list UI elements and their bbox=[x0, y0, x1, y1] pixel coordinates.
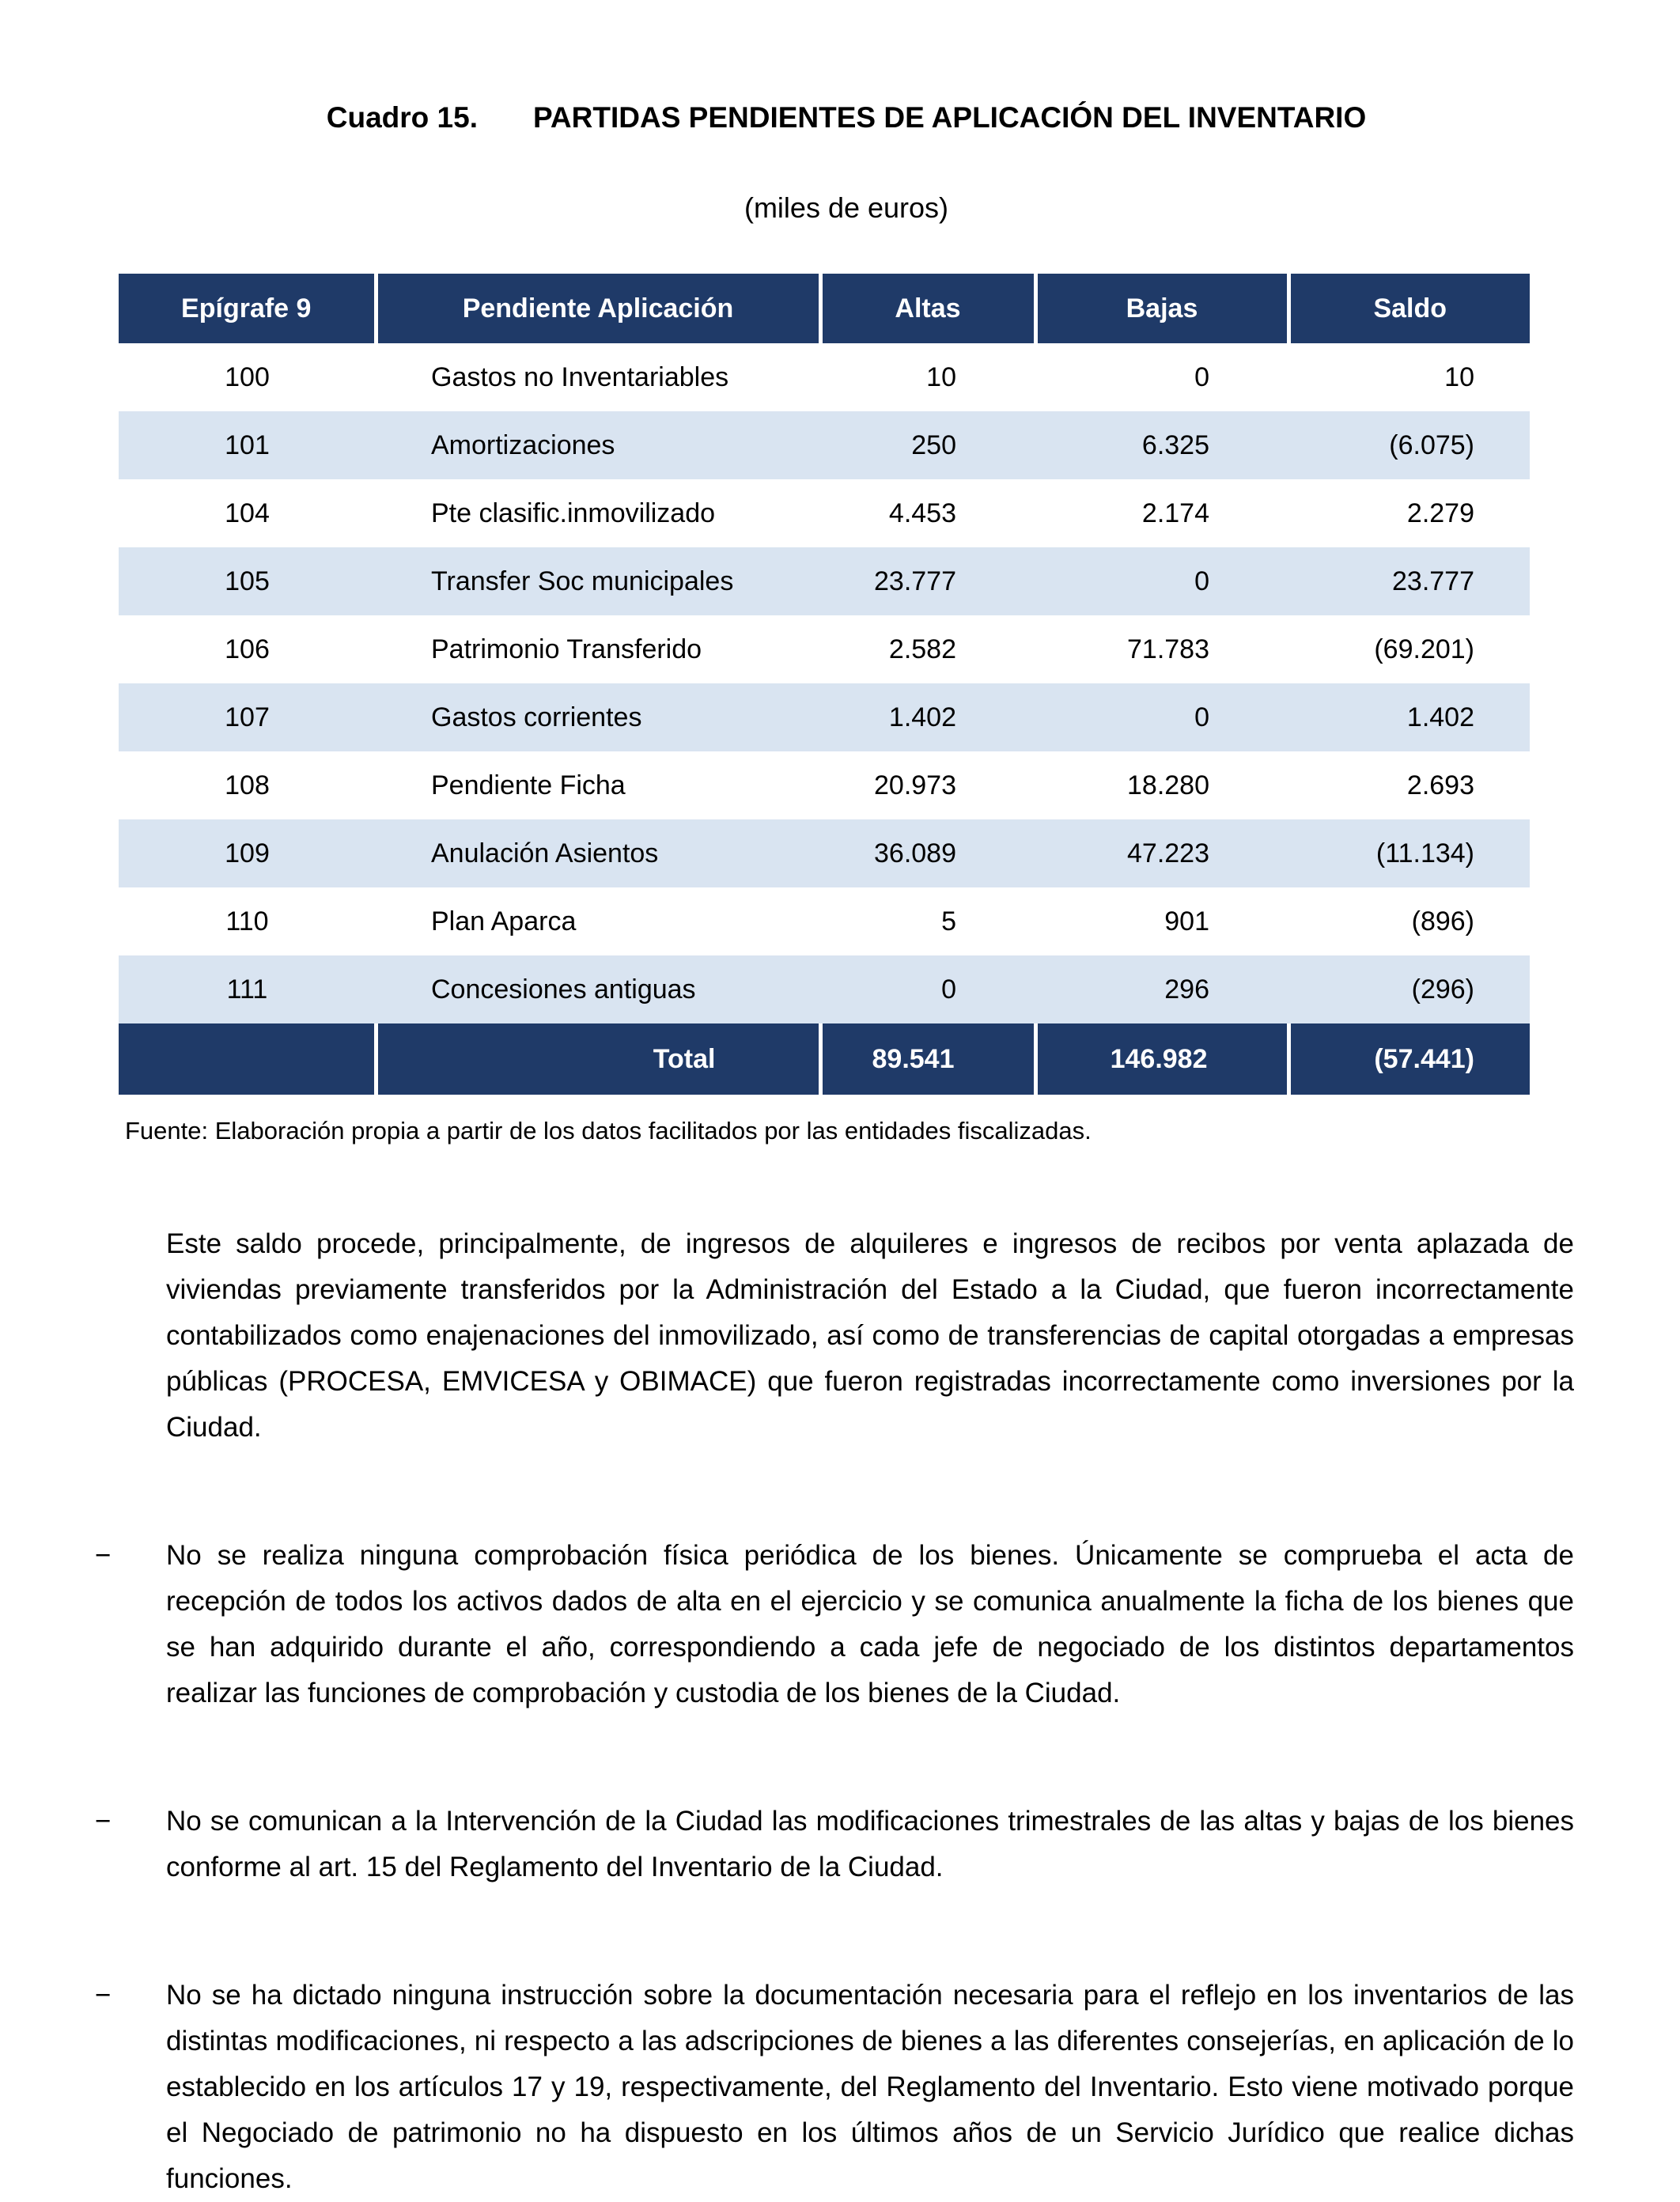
cell-bajas: 901 bbox=[1035, 887, 1288, 955]
table-row bbox=[119, 547, 1530, 615]
cell-concepto: Transfer Soc municipales bbox=[376, 547, 820, 615]
table-row bbox=[119, 819, 1530, 887]
source-note: Fuente: Elaboración propia a partir de los datos facilitados por las entidades fiscalizadas. bbox=[125, 1117, 1092, 1145]
cell-altas: 10 bbox=[820, 343, 1035, 411]
cell-concepto: Gastos no Inventariables bbox=[376, 343, 820, 411]
cell-bajas: 6.325 bbox=[1035, 411, 1288, 479]
cell-concepto: Anulación Asientos bbox=[376, 819, 820, 887]
data-table bbox=[119, 274, 1530, 1095]
cell-epigrafe: 111 bbox=[119, 955, 376, 1023]
cell-altas: 36.089 bbox=[820, 819, 1035, 887]
cell-concepto: Plan Aparca bbox=[376, 887, 820, 955]
col-header-concepto: Pendiente Aplicación bbox=[376, 274, 820, 343]
table-row bbox=[119, 479, 1530, 547]
bullet-list bbox=[95, 1533, 1574, 2202]
cell-bajas: 47.223 bbox=[1035, 819, 1288, 887]
cell-concepto: Concesiones antiguas bbox=[376, 955, 820, 1023]
cell-epigrafe: 104 bbox=[119, 479, 376, 547]
col-header-saldo: Saldo bbox=[1288, 274, 1530, 343]
cell-bajas: 71.783 bbox=[1035, 615, 1288, 683]
cell-saldo: (6.075) bbox=[1288, 411, 1530, 479]
table-row bbox=[119, 683, 1530, 751]
cell-altas: 0 bbox=[820, 955, 1035, 1023]
table-row bbox=[119, 343, 1530, 411]
caption-number: Cuadro 15. bbox=[326, 101, 478, 134]
bullet-item bbox=[95, 1533, 1574, 1716]
cell-concepto: Patrimonio Transferido bbox=[376, 615, 820, 683]
cell-epigrafe: 110 bbox=[119, 887, 376, 955]
cell-epigrafe: 105 bbox=[119, 547, 376, 615]
cell-bajas: 0 bbox=[1035, 343, 1288, 411]
cell-saldo: 2.693 bbox=[1288, 751, 1530, 819]
bullet-item bbox=[95, 1799, 1574, 1890]
table-row bbox=[119, 751, 1530, 819]
table-row bbox=[119, 411, 1530, 479]
cell-saldo: 2.279 bbox=[1288, 479, 1530, 547]
cell-saldo: 10 bbox=[1288, 343, 1530, 411]
total-bajas: 146.982 bbox=[1035, 1023, 1288, 1095]
cell-altas: 23.777 bbox=[820, 547, 1035, 615]
cell-epigrafe: 101 bbox=[119, 411, 376, 479]
bullet-dash-marker: − bbox=[95, 1540, 112, 1571]
total-label: Total bbox=[376, 1023, 820, 1095]
cell-epigrafe: 109 bbox=[119, 819, 376, 887]
cell-concepto: Amortizaciones bbox=[376, 411, 820, 479]
cell-altas: 5 bbox=[820, 887, 1035, 955]
cell-saldo: 23.777 bbox=[1288, 547, 1530, 615]
cell-bajas: 0 bbox=[1035, 547, 1288, 615]
cell-concepto: Gastos corrientes bbox=[376, 683, 820, 751]
cell-saldo: (896) bbox=[1288, 887, 1530, 955]
col-header-altas: Altas bbox=[820, 274, 1035, 343]
intro-paragraph: Este saldo procede, principalmente, de ingresos de alquileres e ingresos de recibos por venta aplazada de viviendas previamente transferidos por la Administración del Estado a la Ciudad, que fueron incorrectamente contabilizados como enajenaciones del inmovilizado, así como de transferencias de capital otorgadas a empresas públicas (PROCESA, EMVICESA y OBIMACE) que fueron registradas incorrectamente como inversiones por la Ciudad. bbox=[166, 1228, 1574, 1443]
bullet-text: No se comunican a la Intervención de la Ciudad las modificaciones trimestrales de las altas y bajas de los bienes conforme al art. 15 del Reglamento del Inventario de la Ciudad. bbox=[166, 1806, 1574, 1882]
caption-title: PARTIDAS PENDIENTES DE APLICACIÓN DEL INVENTARIO bbox=[533, 101, 1367, 134]
table-caption bbox=[119, 101, 1574, 134]
cell-saldo: (69.201) bbox=[1288, 615, 1530, 683]
cell-concepto: Pendiente Ficha bbox=[376, 751, 820, 819]
cell-saldo: (296) bbox=[1288, 955, 1530, 1023]
cell-altas: 1.402 bbox=[820, 683, 1035, 751]
cell-epigrafe: 106 bbox=[119, 615, 376, 683]
bullet-text: No se realiza ninguna comprobación física periódica de los bienes. Únicamente se comprueba el acta de recepción de todos los activos dados de alta en el ejercicio y se comunica anualmente la ficha de los bienes que se han adquirido durante el año, correspondiendo a cada jefe de negociado de los distintos departamentos realizar las funciones de comprobación y custodia de los bienes de la Ciudad. bbox=[166, 1540, 1574, 1708]
table-header-row bbox=[119, 274, 1530, 343]
units-note: (miles de euros) bbox=[744, 191, 949, 224]
bullet-dash-marker: − bbox=[95, 1806, 112, 1837]
cell-saldo: 1.402 bbox=[1288, 683, 1530, 751]
table-row bbox=[119, 887, 1530, 955]
cell-bajas: 18.280 bbox=[1035, 751, 1288, 819]
cell-epigrafe: 108 bbox=[119, 751, 376, 819]
cell-epigrafe: 100 bbox=[119, 343, 376, 411]
cell-saldo: (11.134) bbox=[1288, 819, 1530, 887]
cell-altas: 20.973 bbox=[820, 751, 1035, 819]
cell-altas: 4.453 bbox=[820, 479, 1035, 547]
col-header-bajas: Bajas bbox=[1035, 274, 1288, 343]
total-saldo: (57.441) bbox=[1288, 1023, 1530, 1095]
cell-altas: 2.582 bbox=[820, 615, 1035, 683]
table-total-row bbox=[119, 1023, 1530, 1095]
cell-concepto: Pte clasific.inmovilizado bbox=[376, 479, 820, 547]
cell-altas: 250 bbox=[820, 411, 1035, 479]
table-body bbox=[119, 343, 1530, 1023]
table-row bbox=[119, 955, 1530, 1023]
cell-bajas: 2.174 bbox=[1035, 479, 1288, 547]
cell-epigrafe: 107 bbox=[119, 683, 376, 751]
col-header-epigrafe: Epígrafe 9 bbox=[119, 274, 376, 343]
total-altas: 89.541 bbox=[820, 1023, 1035, 1095]
total-empty-cell bbox=[119, 1023, 376, 1095]
bullet-text: No se ha dictado ninguna instrucción sobre la documentación necesaria para el reflejo en los inventarios de las distintas modificaciones, ni respecto a las adscripciones de bienes a las diferentes consejerías, en aplicación de lo establecido en los artículos 17 y 19, respectivamente, del Reglamento del Inventario. Esto viene motivado porque el Negociado de patrimonio no ha dispuesto en los últimos años de un Servicio Jurídico que realice dichas funciones. bbox=[166, 1980, 1574, 2194]
cell-bajas: 296 bbox=[1035, 955, 1288, 1023]
table-row bbox=[119, 615, 1530, 683]
cell-bajas: 0 bbox=[1035, 683, 1288, 751]
bullet-item bbox=[95, 1973, 1574, 2202]
bullet-dash-marker: − bbox=[95, 1980, 112, 2011]
